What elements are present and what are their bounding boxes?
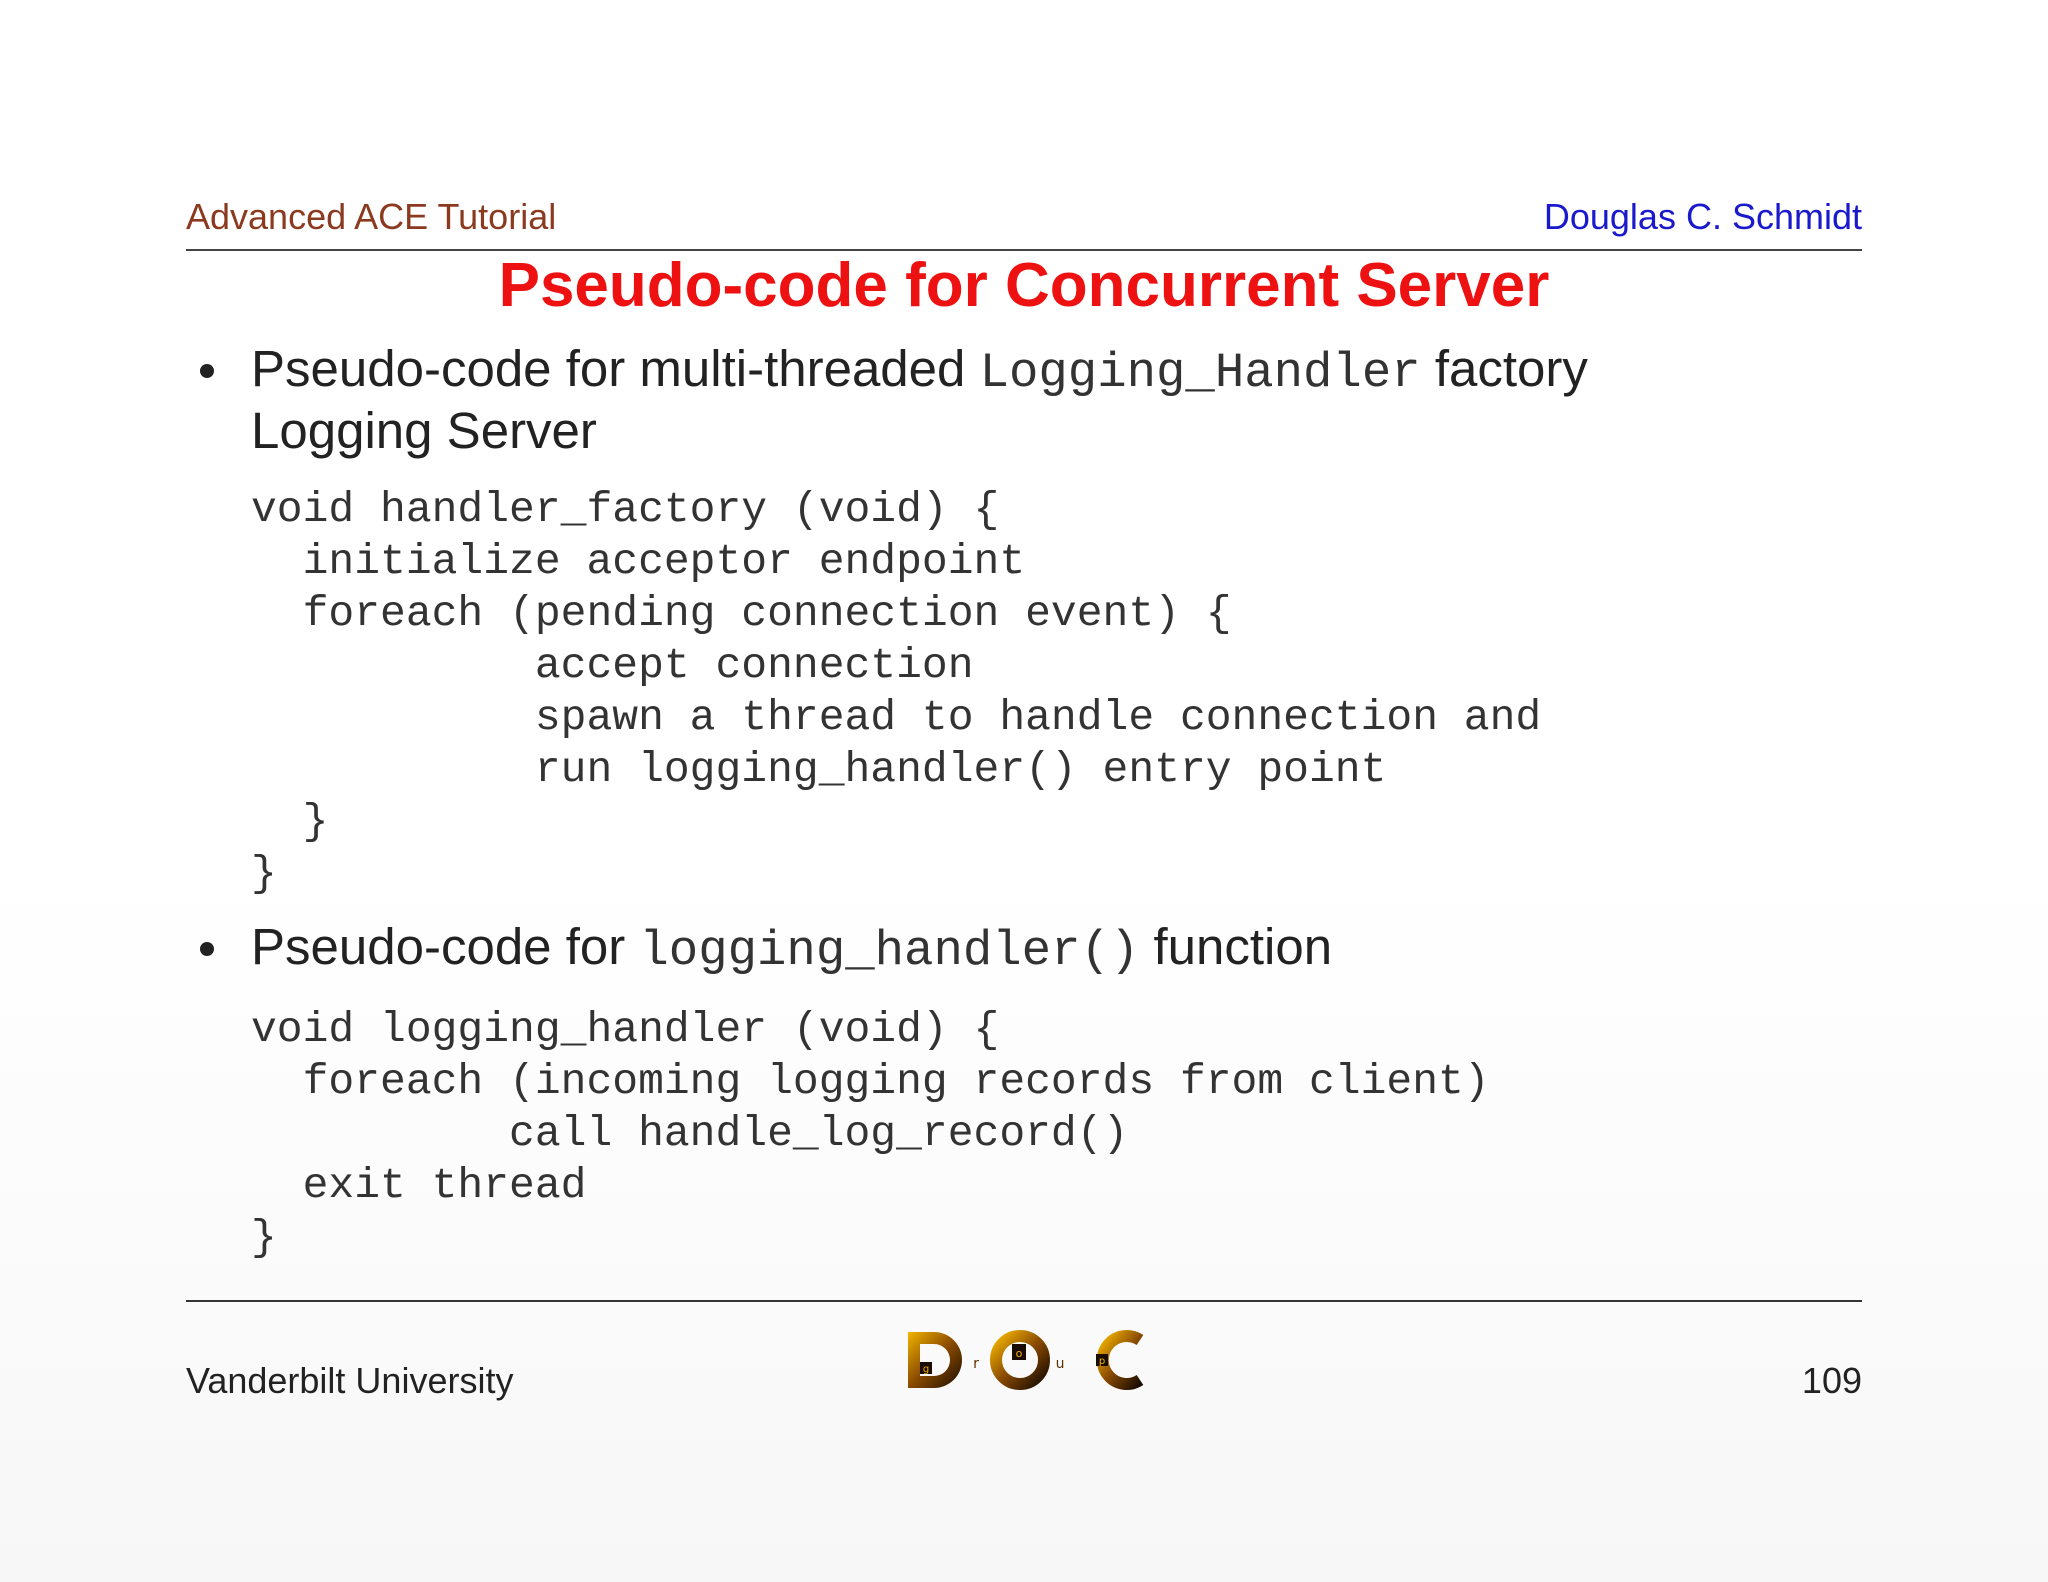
bullet-1-code: Logging_Handler [979,345,1421,401]
header-course-title: Advanced ACE Tutorial [186,196,557,237]
code-block-logging-handler: void logging_handler (void) { foreach (incoming logging records from client) call handle_log_record() exit thread } [251,1005,1490,1262]
logo-small-p: p [1098,1356,1106,1367]
bullet-2-code: logging_handler() [639,923,1140,979]
bullet-1-line2: Logging Server [251,402,597,459]
logo-small-u: u [1055,1356,1065,1372]
bullet-dot [200,942,214,956]
logo-letter-d [908,1332,962,1388]
doc-group-logo [900,1324,1150,1396]
bullet-text-1 [251,340,1588,460]
slide-title: Pseudo-code for Concurrent Server [498,251,1550,320]
page-number: 109 [1801,1360,1862,1401]
bullet-1-prefix: Pseudo-code for multi-threaded [251,340,980,397]
logo-small-r: r [973,1356,979,1372]
logo-small-o: o [1015,1347,1023,1360]
footer-rule [186,1300,1862,1302]
bullet-text-2 [251,918,1332,980]
bullet-2-prefix: Pseudo-code for [251,918,640,975]
footer-institution: Vanderbilt University [186,1360,514,1401]
bullet-2-suffix: function [1139,918,1333,975]
bullet-1-suffix: factory [1420,340,1588,397]
logo-small-g: g [922,1364,930,1375]
bullet-dot [200,364,214,378]
header-author: Douglas C. Schmidt [1543,196,1862,237]
code-block-handler-factory: void handler_factory (void) { initialize acceptor endpoint foreach (pending connection event) { accept connection spawn a thread to handle connection and run logging_handler() entry point } } [251,485,1542,898]
logo-letter-c [1103,1336,1140,1384]
